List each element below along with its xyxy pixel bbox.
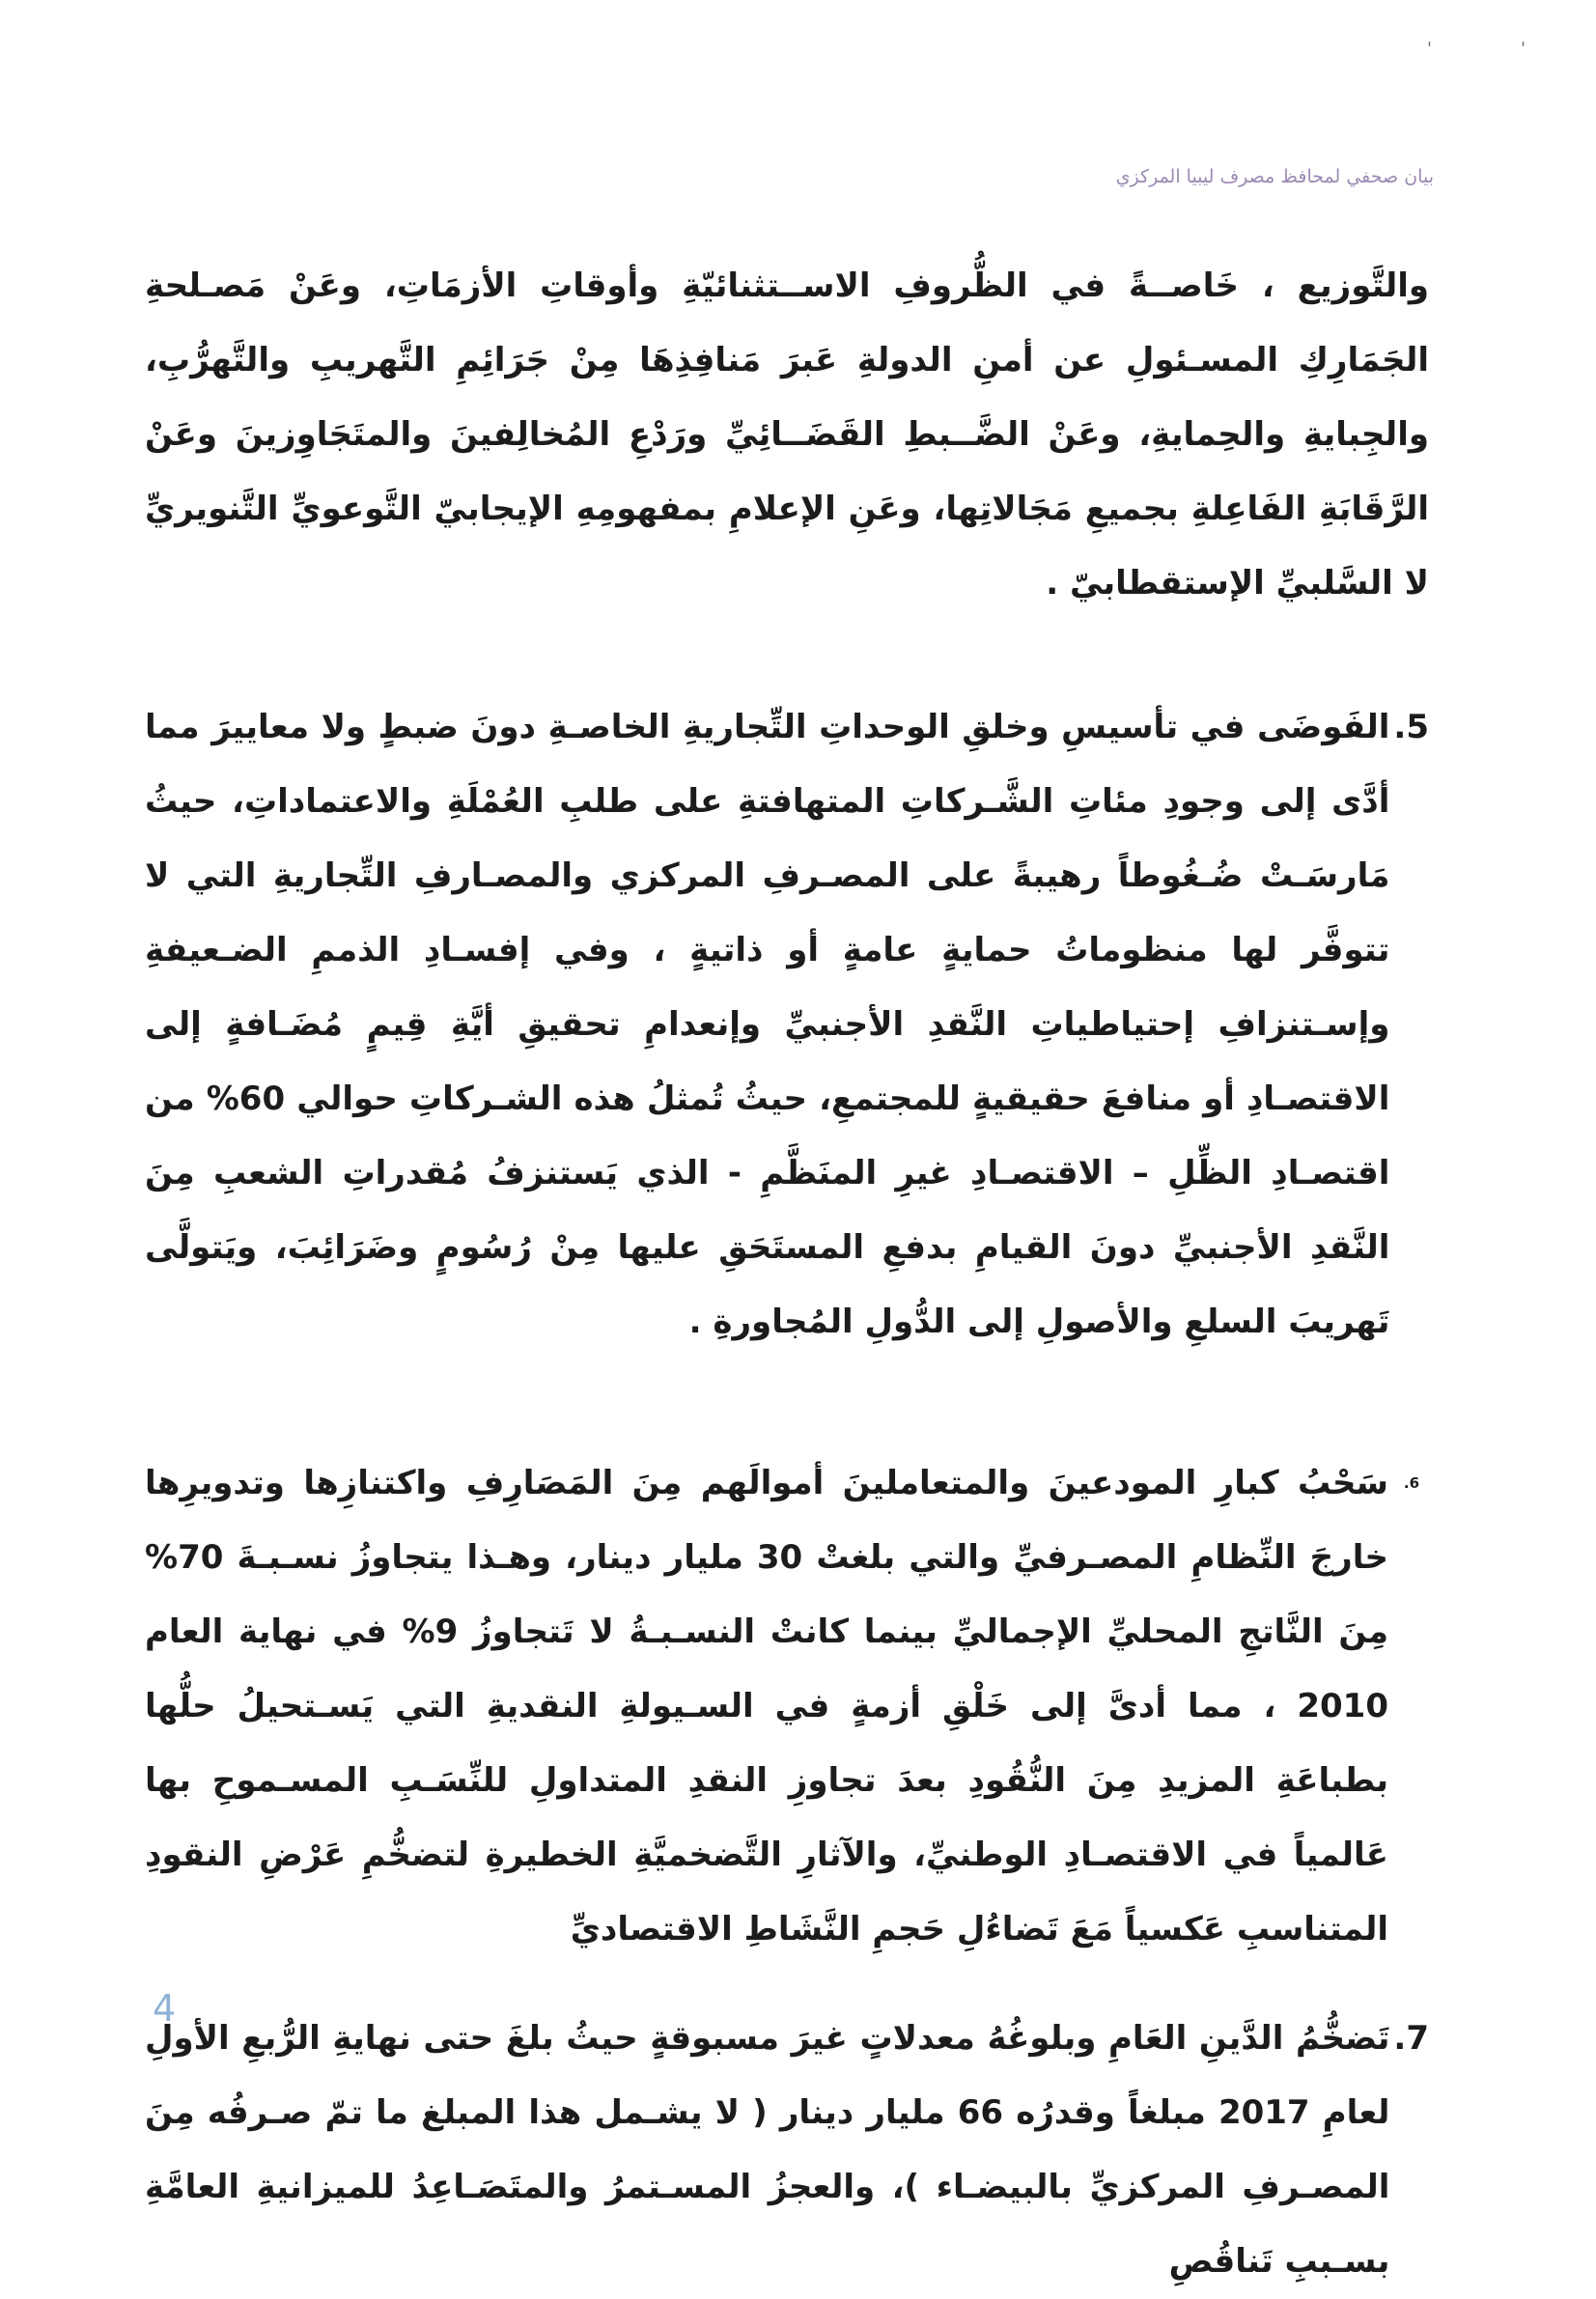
list-item-text: تَضخُّمُ الدَّينِ العَامِ وبلوغُهُ معدلاتٍ غيرَ مسبوقةٍ حيثُ بلغَ حتى نهايةِ الرُّبعِ الأولِ لعامِ 2017 مبلغاً وقدرُه 66 مليار دينار ( لا يشـمل هذا المبلغ ما تمّ صـرفُه مِنَ المصـرفِ المركزيِّ بالبيضـاء )، والعجزُ المسـتمرُ والمتَصَـاعِدُ للميزانيةِ العامَّةِ بسـببِ تَناقُصِ bbox=[145, 2019, 1390, 2281]
list-item-text: الفَوضَى في تأسيسِ وخلقِ الوحداتِ التِّجاريةِ الخاصـةِ دونَ ضبطٍ ولا معاييرَ مما أدَّى إلى وجودِ مئاتِ الشَّـركاتِ المتهافتةِ على طلبِ العُمْلَةِ والاعتماداتِ، حيثُ مَارسَـتْ ضُـغُوطاً رهيبةً على المصـرفِ المركزي والمصـارفِ التِّجاريةِ التي لا تتوفَّر لها منظوماتُ حمايةٍ عامةٍ أو ذاتيةٍ ، وفي إفسـادِ الذممِ الضـعيفةِ وإسـتنزافِ إحتياطياتِ النَّقدِ الأجنبيِّ وإنعدامِ تحقيقِ أيَّةِ قِيمٍ مُضَـافةٍ إلى الاقتصـادِ أو منافعَ حقيقيةٍ للمجتمعِ، حيثُ تُمثلُ هذه الشـركاتِ حوالي 60% من اقتصـادِ الظِّلِ – الاقتصـادِ غيرِ المنَظَّمِ - الذي يَستنزفُ مُقدراتِ الشعبِ مِنَ النَّقدِ الأجنبيِّ دونَ القيامِ بدفعِ المستَحَقِ عليها مِنْ رُسُومٍ وضَرَائِبَ، ويَتولَّى تَهريبَ السلعِ والأصولِ إلى الدُّولِ المُجاورةِ . bbox=[145, 708, 1390, 1341]
list-item-7 bbox=[145, 2002, 1429, 2299]
page-number: 4 bbox=[153, 1987, 177, 2030]
list-item-text: سَحْبُ كبارِ المودعينَ والمتعاملينَ أموالَهم مِنَ المَصَارِفِ واكتنازِها وتدويرِها خارجَ النِّظامِ المصـرفيِّ والتي بلغتْ 30 مليار دينار، وهـذا يتجاوزُ نسـبـةَ 70% مِنَ النَّاتجِ المحليِّ الإجماليِّ بينما كانتْ النسـبـةُ لا تَتجاوزُ 9% في نهاية العام 2010 ، مما أدىَّ إلى خَلْقِ أزمةٍ في السـيولةِ النقديةِ التي يَسـتحيلُ حلُّها بطباعَةِ المزيدِ مِنَ النُّقُودِ بعدَ تجاوزِ النقدِ المتداولِ للنِّسَـبِ المسـموحِ بها عَالمياً في الاقتصـادِ الوطنيِّ، والآثارِ التَّضخميَّةِ الخطيرةِ لتضخُّمِ عَرْضِ النقودِ المتناسبِ عَكسياً مَعَ تَضاءُلِ حَجمِ النَّشَاطِ الاقتصاديِّ bbox=[145, 1464, 1389, 1949]
list-item-6 bbox=[145, 1446, 1429, 1967]
top-corner-mark: ' bbox=[1427, 39, 1432, 59]
top-corner-mark: ' bbox=[1521, 39, 1526, 59]
list-item-number: 5. bbox=[1393, 708, 1429, 746]
list-item-number: 7. bbox=[1393, 2019, 1429, 2058]
intro-paragraph: والتَّوزيع ، خَاصــةً في الظُّروفِ الاســتثنائيّةِ وأوقاتِ الأزمَاتِ، وعَنْ مَصـلحةِ الجَمَارِكِ المسـئولِ عن أمنِ الدولةِ عَبرَ مَنافِذِهَا مِنْ جَرَائِمِ التَّهريبِ والتَّهرُّبِ، والجِبايةِ والحِمايةِ، وعَنْ الضَّــبطِ القَضَــائِيِّ ورَدْعِ المُخالِفينَ والمتَجَاوِزينَ وعَنْ الرَّقَابَةِ الفَاعِلةِ بجميعِ مَجَالاتِها، وعَنِ الإعلامِ بمفهومِهِ الإيجابيّ التَّوعويِّ التَّنويريِّ لا السَّلبيِّ الإستقطابيّ . bbox=[145, 266, 1429, 603]
body-text bbox=[145, 249, 1429, 2299]
running-header: بيان صحفي لمحافظ مصرف ليبيا المركزي bbox=[1115, 166, 1434, 187]
list-item-number: 6. bbox=[1403, 1474, 1420, 1492]
list-item-5 bbox=[145, 690, 1429, 1360]
